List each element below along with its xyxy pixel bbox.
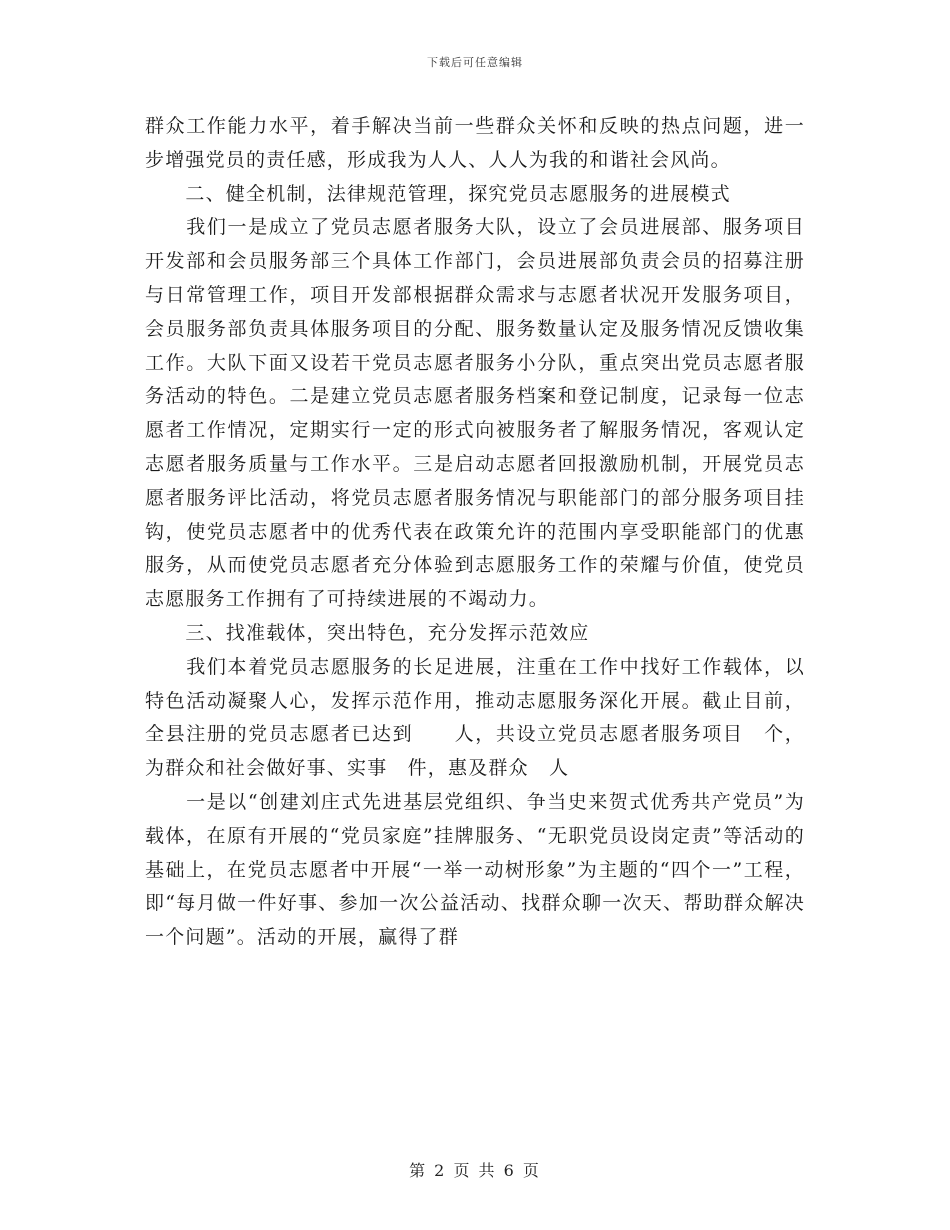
paragraph-6: 一是以“创建刘庄式先进基层党组织、争当史来贺式优秀共产党员”为载体，在原有开展的“党员家庭”挂牌服务、“无职党员设岗定责”等活动的基础上，在党员志愿者中开展“一举一动树形象”为主题的“四个一”工程，即“每月做一件好事、参加一次公益活动、找群众聊一次天、帮助群众解决一个问题”。活动的开展，赢得了群 xyxy=(145,790,805,949)
paragraph-3: 我们一是成立了党员志愿者服务大队，设立了会员进展部、服务项目开发部和会员服务部三个具体工作部门，会员进展部负责会员的招募注册与日常管理工作，项目开发部根据群众需求与志愿者状况开发服务项目，会员服务部负责具体服务项目的分配、服务数量认定及服务情况反馈收集工作。大队下面又设若干党员志愿者服务小分队，重点突出党员志愿者服务活动的特色。二是建立党员志愿者服务档案和登记制度，记录每一位志愿者工作情况，定期实行一定的形式向被服务者了解服务情况，客观认定志愿者服务质量与工作水平。三是启动志愿者回报激励机制，开展党员志愿者服务评比活动，将党员志愿者服务情况与职能部门的部分服务项目挂钩，使党员志愿者中的优秀代表在政策允许的范围内享受职能部门的优惠服务，从而使党员志愿者充分体验到志愿服务工作的荣耀与价值，使党员志愿服务工作拥有了可持续进展的不竭动力。 xyxy=(145,216,805,611)
section-heading-3: 三、找准载体，突出特色，充分发挥示范效应 xyxy=(145,621,590,644)
paragraph-5: 我们本着党员志愿服务的长足进展，注重在工作中找好工作载体，以特色活动凝聚人心，发挥示范作用，推动志愿服务深化开展。截止目前，全县注册的党员志愿者已达到 人，共设立党员志愿者服务项目 个，为群众和社会做好事、实事 件，惠及群众 人 xyxy=(145,655,805,780)
section-heading-2: 二、健全机制，法律规范管理，探究党员志愿服务的进展模式 xyxy=(145,182,731,205)
page-header: 下载后可任意编辑 xyxy=(427,56,523,69)
document-body xyxy=(145,110,805,955)
paragraph-1: 群众工作能力水平，着手解决当前一些群众关怀和反映的热点问题，进一步增强党员的责任感，形成我为人人、人人为我的和谐社会风尚。 xyxy=(145,115,805,171)
page-number-footer: 第 2 页 共 6 页 xyxy=(409,1161,541,1180)
